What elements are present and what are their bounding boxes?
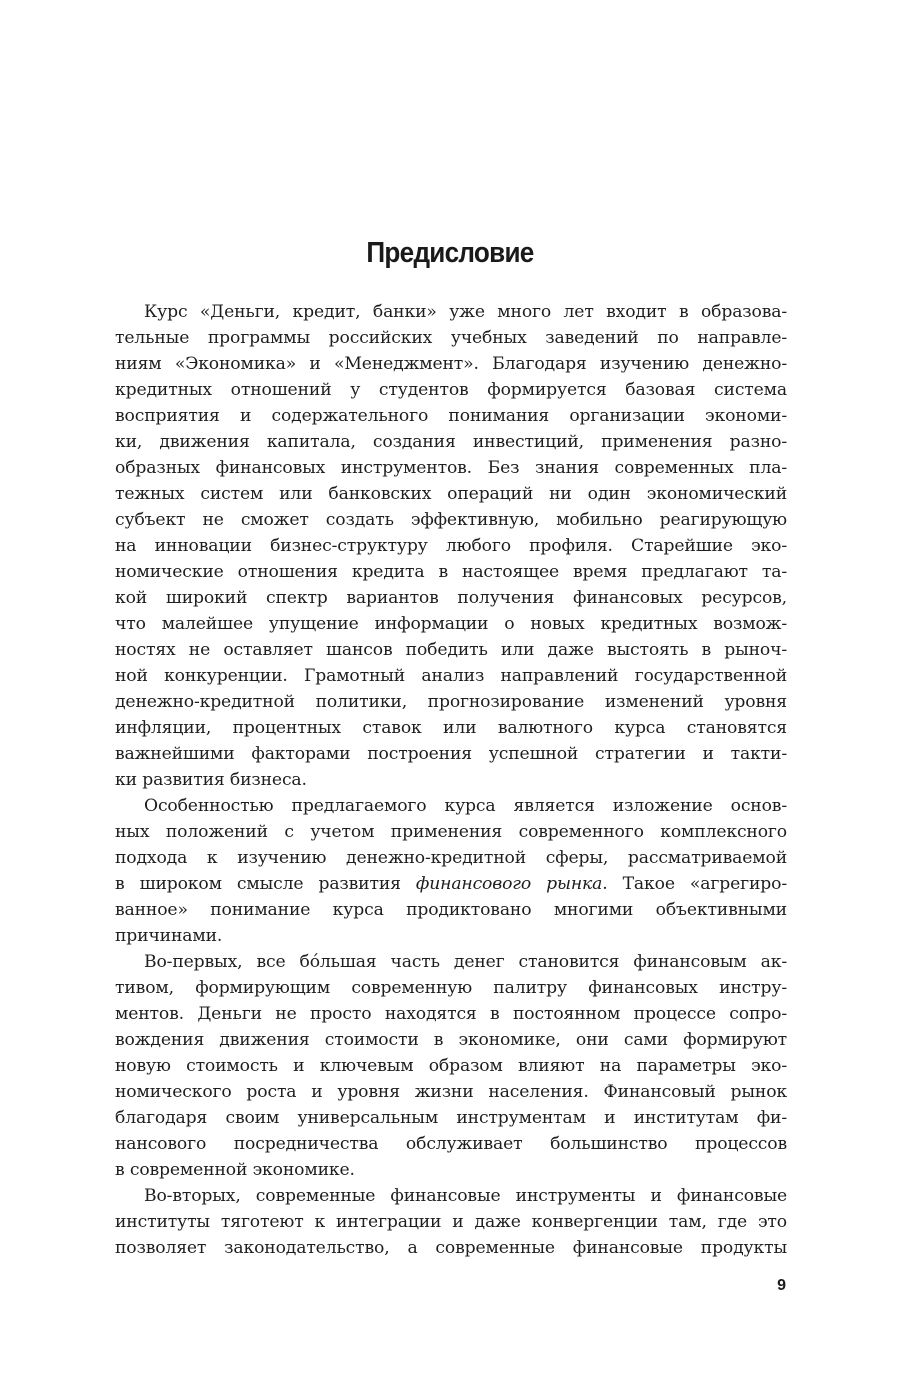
text-line: тельные программы российских учебных заведений по направле- bbox=[115, 328, 787, 348]
text-line-with-emphasis bbox=[115, 871, 787, 897]
chapter-title: Предисловие bbox=[366, 237, 534, 270]
text-line: кой широкий спектр вариантов получения финансовых ресурсов, bbox=[115, 588, 787, 608]
text-line: инфляции, процентных ставок или валютного курса становятся bbox=[115, 718, 787, 738]
text-line: номического роста и уровня жизни населения. Финансовый рынок bbox=[115, 1082, 787, 1102]
text-line: институты тяготеют к интеграции и даже конвергенции там, где это bbox=[115, 1212, 787, 1232]
text-line: вождения движения стоимости в экономике, они сами формируют bbox=[115, 1030, 787, 1050]
paragraph-2 bbox=[115, 793, 787, 949]
text-line: Особенностью предлагаемого курса является изложение основ- bbox=[144, 796, 787, 816]
body-text bbox=[115, 299, 787, 1261]
page-number: 9 bbox=[777, 1277, 786, 1294]
text-line: позволяет законодательство, а современные финансовые продукты bbox=[115, 1238, 787, 1258]
text-line: ниям «Экономика» и «Менеджмент». Благодаря изучению денежно- bbox=[115, 354, 787, 374]
text-line: ки развития бизнеса. bbox=[115, 770, 307, 790]
text-line: ной конкуренции. Грамотный анализ направлений государственной bbox=[115, 666, 787, 686]
text-line: субъект не сможет создать эффективную, мобильно реагирующую bbox=[115, 510, 787, 530]
text-line: что малейшее упущение информации о новых кредитных возмож- bbox=[115, 614, 787, 634]
paragraph-3 bbox=[115, 949, 787, 1183]
text-line: Курс «Деньги, кредит, банки» уже много лет входит в образова- bbox=[144, 302, 787, 322]
text-line: образных финансовых инструментов. Без знания современных пла- bbox=[115, 458, 787, 478]
text-line: ментов. Деньги не просто находятся в постоянном процессе сопро- bbox=[115, 1004, 787, 1024]
text-line: тежных систем или банковских операций ни один экономический bbox=[115, 484, 787, 504]
text-line: денежно-кредитной политики, прогнозирование изменений уровня bbox=[115, 692, 787, 712]
text-line: кредитных отношений у студентов формируется базовая система bbox=[115, 380, 787, 400]
text-line: ки, движения капитала, создания инвестиций, применения разно- bbox=[115, 432, 787, 452]
text-line: подхода к изучению денежно-кредитной сферы, рассматриваемой bbox=[115, 848, 787, 868]
text-line: Во-первых, все бóльшая часть денег становится финансовым ак- bbox=[144, 952, 787, 972]
text-line: тивом, формирующим современную палитру финансовых инстру- bbox=[115, 978, 787, 998]
text-line: восприятия и содержательного понимания организации экономи- bbox=[115, 406, 787, 426]
paragraph-1 bbox=[115, 299, 787, 793]
text-line: благодаря своим универсальным инструментам и институтам фи- bbox=[115, 1108, 787, 1128]
text-line: ностях не оставляет шансов победить или даже выстоять в рыноч- bbox=[115, 640, 787, 660]
text-line: Во-вторых, современные финансовые инструменты и финансовые bbox=[144, 1186, 787, 1206]
text-line: номические отношения кредита в настоящее время предлагают та- bbox=[115, 562, 787, 582]
text-line: ных положений с учетом применения современного комплексного bbox=[115, 822, 787, 842]
text-line: на инновации бизнес-структуру любого профиля. Старейшие эко- bbox=[115, 536, 787, 556]
paragraph-4 bbox=[115, 1183, 787, 1261]
text-line: ванное» понимание курса продиктовано многими объективными bbox=[115, 900, 787, 920]
text-line: нансового посредничества обслуживает большинство процессов bbox=[115, 1134, 787, 1154]
text-fragment: . Такое «агрегиро- bbox=[602, 874, 787, 894]
text-line: причинами. bbox=[115, 926, 223, 946]
emphasized-term: финансового рынка bbox=[415, 874, 603, 894]
text-fragment: в широком смысле развития bbox=[115, 874, 416, 894]
text-line: в современной экономике. bbox=[115, 1160, 355, 1180]
text-line: важнейшими факторами построения успешной стратегии и такти- bbox=[115, 744, 787, 764]
text-line: новую стоимость и ключевым образом влияют на параметры эко- bbox=[115, 1056, 787, 1076]
